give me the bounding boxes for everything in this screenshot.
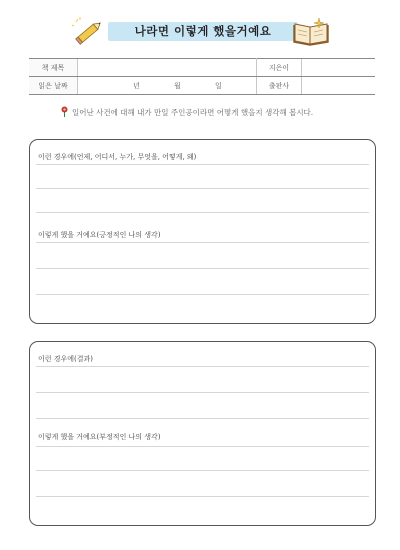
writing-line[interactable] xyxy=(36,268,369,269)
book-info-table xyxy=(29,58,375,95)
book-icon xyxy=(292,14,330,46)
writing-line[interactable] xyxy=(36,418,369,419)
writing-line[interactable] xyxy=(36,446,369,447)
publisher-field[interactable] xyxy=(302,77,376,95)
writing-line[interactable] xyxy=(36,164,369,165)
box2-prompt-response: 이렇게 했을 거예요(부정적인 나의 생각) xyxy=(38,433,161,441)
day-unit: 일 xyxy=(215,81,222,90)
writing-line[interactable] xyxy=(36,242,369,243)
author-field[interactable] xyxy=(302,59,376,77)
flower-icon xyxy=(60,106,69,117)
year-unit: 년 xyxy=(133,81,140,90)
writing-box-2 xyxy=(29,341,376,526)
writing-line[interactable] xyxy=(36,212,369,213)
writing-box-1 xyxy=(29,139,376,324)
writing-line[interactable] xyxy=(36,294,369,295)
author-label: 지은이 xyxy=(257,59,302,77)
month-unit: 월 xyxy=(174,81,181,90)
page-title: 나라면 이렇게 했을거예요 xyxy=(134,24,272,38)
book-title-field[interactable] xyxy=(78,59,257,77)
box2-prompt-result: 이런 경우에(결과) xyxy=(38,355,94,363)
writing-line[interactable] xyxy=(36,392,369,393)
box1-prompt-situation: 이런 경우에(언제, 어디서, 누가, 무엇을, 어떻게, 왜) xyxy=(38,153,197,161)
writing-line[interactable] xyxy=(36,470,369,471)
pencil-icon xyxy=(72,16,106,46)
writing-line[interactable] xyxy=(36,496,369,497)
box1-prompt-response: 이렇게 했을 거예요(긍정적인 나의 생각) xyxy=(38,231,161,239)
publisher-label: 출판사 xyxy=(257,77,302,95)
read-date-label: 읽은 날짜 xyxy=(29,77,78,95)
instruction-text: 일어난 사건에 대해 내가 만일 주인공이라면 어떻게 했을지 생각해 봅시다. xyxy=(72,108,314,117)
book-title-label: 책 제목 xyxy=(29,59,78,77)
writing-line[interactable] xyxy=(36,188,369,189)
writing-line[interactable] xyxy=(36,366,369,367)
read-date-field[interactable] xyxy=(78,77,257,95)
